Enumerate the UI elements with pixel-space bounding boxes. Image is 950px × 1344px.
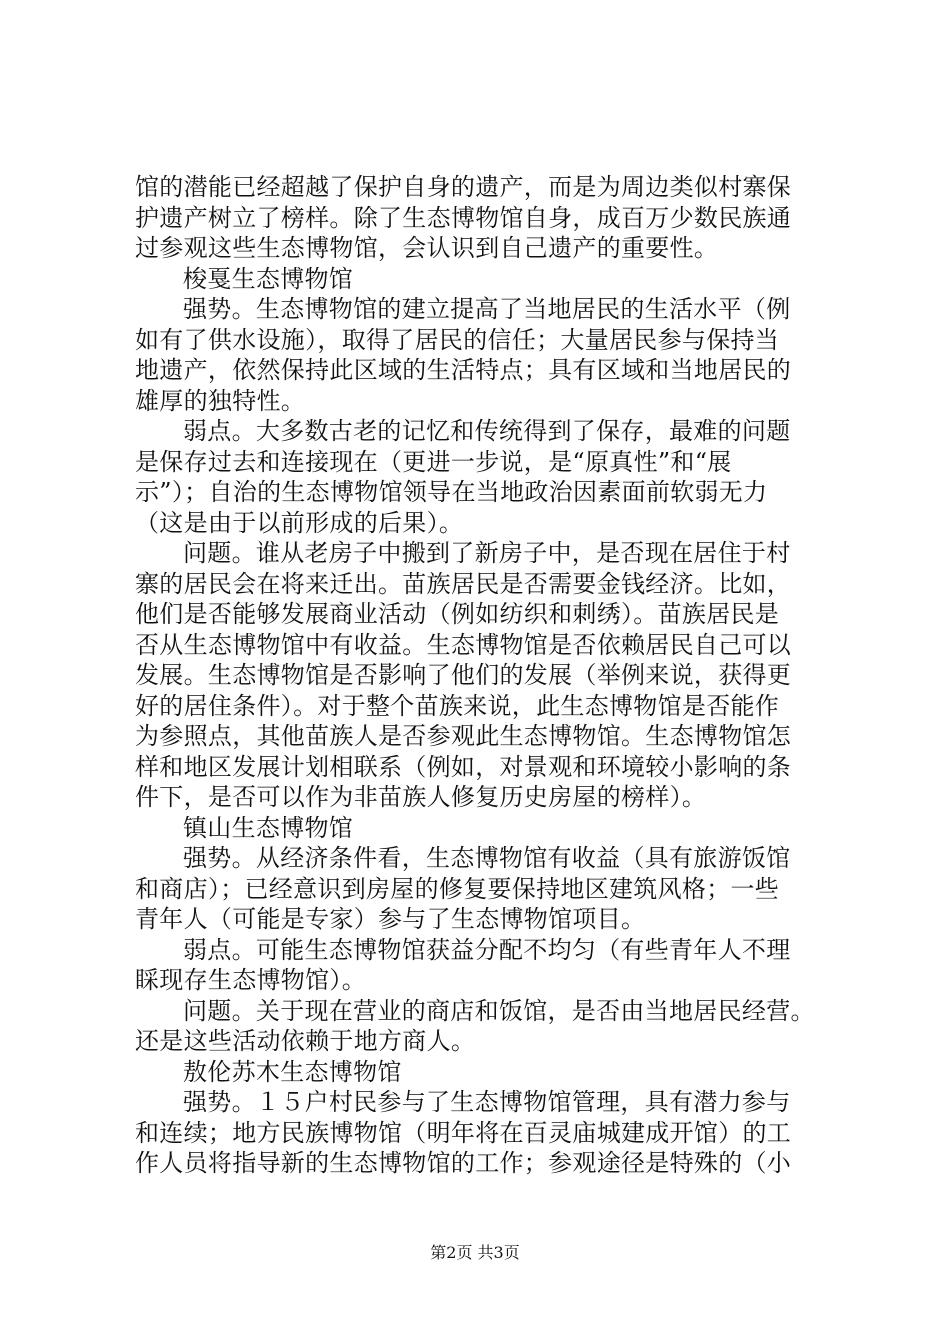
text-line: 发展。生态博物馆是否影响了他们的发展（举例来说，获得更	[135, 661, 792, 689]
text-line: 和连续；地方民族博物馆（明年将在百灵庙城建成开馆）的工	[135, 1118, 792, 1147]
text-line: 寨的居民会在将来迁出。苗族居民是否需要金钱经济。比如，	[135, 569, 792, 598]
text-line: 睬现存生态博物馆）。	[135, 966, 366, 994]
text-line: 为参照点，其他苗族人是否参观此生态博物馆。生态博物馆怎	[135, 722, 792, 750]
text-line: 护遗产树立了榜样。除了生态博物馆自身，成百万少数民族通	[135, 203, 792, 232]
text-line: 强势。１５户村民参与了生态博物馆管理，具有潜力参与	[183, 1088, 791, 1116]
text-line: 过参观这些生态博物馆，会认识到自己遗产的重要性。	[135, 234, 719, 262]
text-line: 梭戛生态博物馆	[183, 264, 354, 293]
text-line: 他们是否能够发展商业活动（例如纺织和刺绣）。苗族居民是	[135, 600, 780, 628]
text-line: 强势。从经济条件看，生态博物馆有收益（具有旅游饭馆	[183, 844, 791, 872]
text-line: 地遗产，依然保持此区域的生活特点；具有区域和当地居民的	[135, 356, 792, 384]
text-line: 青年人（可能是专家）参与了生态博物馆项目。	[135, 905, 646, 933]
text-line: 弱点。大多数古老的记忆和传统得到了保存，最难的问题	[183, 417, 791, 445]
text-line: 敖伦苏木生态博物馆	[183, 1057, 402, 1086]
text-line: 问题。谁从老房子中搬到了新房子中，是否现在居住于村	[183, 539, 791, 567]
text-line: （这是由于以前形成的后果）。	[135, 508, 464, 537]
text-line: 作人员将指导新的生态博物馆的工作；参观途径是特殊的（小	[135, 1149, 792, 1177]
text-line: 雄厚的独特性。	[135, 386, 306, 415]
text-line: 是保存过去和连接现在（更进一步说，是“原真性”和“展	[135, 447, 732, 476]
text-line: 如有了供水设施），取得了居民的信任；大量居民参与保持当	[135, 325, 780, 354]
text-line: 和商店）；已经意识到房屋的修复要保持地区建筑风格；一些	[135, 874, 780, 903]
page-footer: 第2页 共3页	[430, 1243, 520, 1262]
document-body	[135, 172, 840, 1179]
text-line: 好的居住条件）。对于整个苗族来说，此生态博物馆是否能作	[135, 691, 780, 720]
text-line: 件下，是否可以作为非苗族人修复历史房屋的榜样）。	[135, 783, 707, 811]
text-line: 问题。关于现在营业的商店和饭馆，是否由当地居民经营。	[183, 996, 815, 1025]
text-line: 还是这些活动依赖于地方商人。	[135, 1027, 476, 1055]
text-line: 否从生态博物馆中有收益。生态博物馆是否依赖居民自己可以	[135, 630, 792, 659]
text-line: 示”）；自治的生态博物馆领导在当地政治因素面前软弱无力	[135, 478, 768, 506]
text-line: 馆的潜能已经超越了保护自身的遗产，而是为周边类似村寨保	[135, 173, 792, 201]
text-line: 弱点。可能生态博物馆获益分配不均匀（有些青年人不理	[183, 935, 791, 964]
text-line: 强势。生态博物馆的建立提高了当地居民的生活水平（例	[183, 295, 791, 323]
text-line: 镇山生态博物馆	[183, 813, 354, 842]
text-line: 样和地区发展计划相联系（例如，对景观和环境较小影响的条	[135, 752, 792, 781]
